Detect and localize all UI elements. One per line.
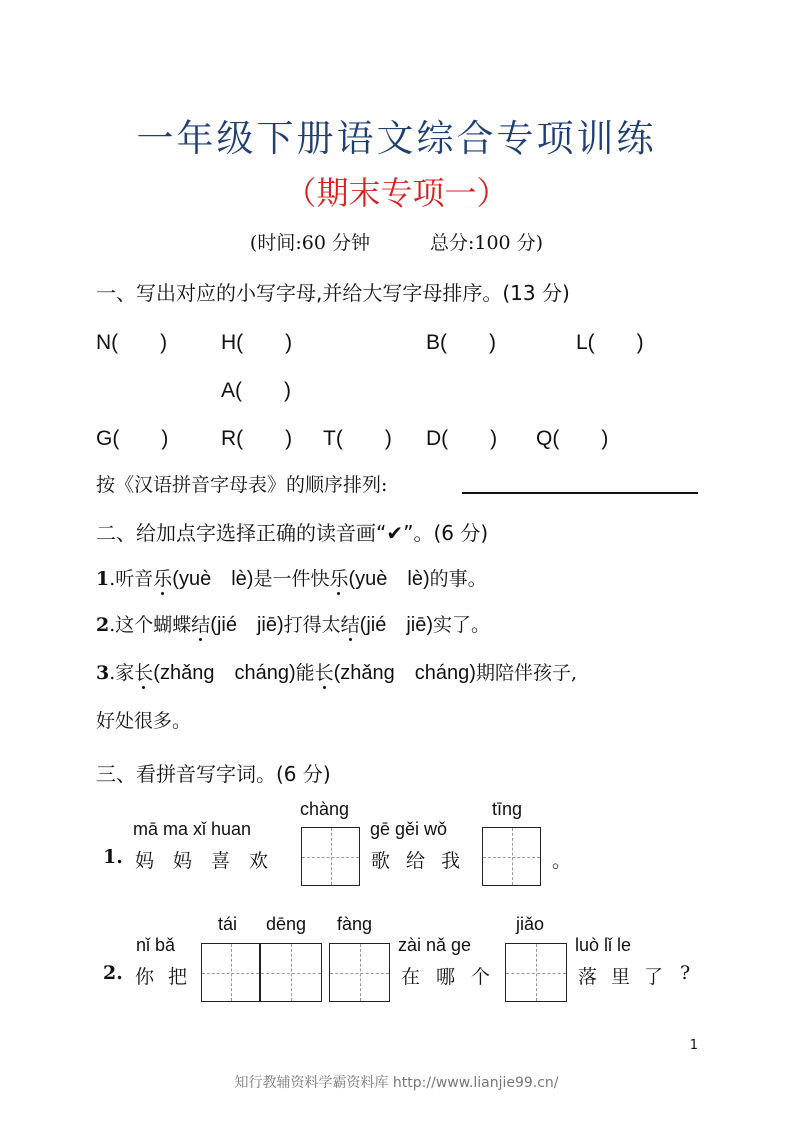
letter-item: A( ) xyxy=(221,379,291,402)
pinyin-text: tīng xyxy=(492,799,523,819)
letter-item: Q( ) xyxy=(536,427,609,450)
writing-box[interactable] xyxy=(505,943,567,1002)
dotted-char: 乐 xyxy=(329,568,349,590)
pinyin-choice[interactable]: (jié jiē) xyxy=(359,614,434,636)
pinyin-text: luò lǐ le xyxy=(575,935,632,955)
dotted-char: 结 xyxy=(191,614,211,636)
page-subtitle: （期末专项一） xyxy=(284,174,509,212)
pinyin-choice[interactable]: (zhǎng cháng) xyxy=(333,662,476,684)
question-text: 是一件快 xyxy=(253,568,330,590)
question-text: 的事。 xyxy=(429,568,487,590)
section2-heading: 二、给加点字选择正确的读音画“✔”。(6 分) xyxy=(96,521,489,545)
pinyin-choice[interactable]: (jié jiē) xyxy=(210,614,284,636)
question-number: 2 xyxy=(96,614,110,636)
pinyin-text: jiǎo xyxy=(516,914,545,934)
question-2 xyxy=(96,608,490,637)
answer-blank-line[interactable] xyxy=(462,492,698,494)
letter-item: N( ) xyxy=(96,331,168,354)
question-3 xyxy=(96,656,577,685)
pinyin-text: tái xyxy=(218,914,238,934)
question-text: 能 xyxy=(295,662,315,684)
pinyin-text: mā ma xǐ huan xyxy=(133,819,252,839)
question-text: 实了。 xyxy=(433,614,491,636)
letter-item: H( ) xyxy=(221,331,293,354)
hanzi-text: 落里了 xyxy=(578,966,678,988)
dotted-char: 结 xyxy=(340,614,360,636)
question-1 xyxy=(96,562,487,591)
pinyin-text: dēng xyxy=(266,914,307,934)
footer-watermark: 知行教辅资料学霸资料库 http://www.lianjie99.cn/ xyxy=(234,1075,559,1091)
writing-box[interactable] xyxy=(260,943,322,1002)
letter-item: B( ) xyxy=(426,331,496,354)
hanzi-text: 在哪个 xyxy=(401,966,507,988)
question-number: 1 xyxy=(96,568,110,590)
question-text: .家 xyxy=(109,662,135,684)
hanzi-text: 妈妈喜欢 xyxy=(135,850,288,872)
writing-box[interactable] xyxy=(201,943,260,1002)
dotted-char: 长 xyxy=(134,662,154,684)
letter-item: D( ) xyxy=(426,427,498,450)
pinyin-choice[interactable]: (yuè lè) xyxy=(348,568,430,590)
time-score-line xyxy=(0,228,793,255)
page-number: 1 xyxy=(689,1038,698,1053)
question-text: 期陪伴孩子, xyxy=(475,662,577,684)
dotted-char: 长 xyxy=(314,662,334,684)
time-limit: (时间:60 分钟 xyxy=(249,232,370,254)
dotted-char: 乐 xyxy=(153,568,173,590)
question-text: .听音 xyxy=(109,568,154,590)
order-prompt: 按《汉语拼音字母表》的顺序排列: xyxy=(96,474,388,496)
section1-heading: 一、写出对应的小写字母,并给大写字母排序。(13 分) xyxy=(96,281,570,305)
question-text: 打得太 xyxy=(283,614,341,636)
total-score: 总分:100 分) xyxy=(429,232,544,254)
pinyin-text: nǐ bǎ xyxy=(136,935,176,955)
question-3-continued: 好处很多。 xyxy=(96,710,192,732)
section3-heading: 三、看拼音写字词。(6 分) xyxy=(96,762,331,786)
row-number: 1. xyxy=(103,846,123,868)
row-number: 2. xyxy=(103,962,123,984)
hanzi-text: 你把 xyxy=(135,966,202,988)
pinyin-choice[interactable]: (yuè lè) xyxy=(172,568,254,590)
pinyin-text: fàng xyxy=(337,914,373,934)
page-title: 一年级下册语文综合专项训练 xyxy=(136,117,657,160)
letter-item: G( ) xyxy=(96,427,169,450)
pinyin-text: chàng xyxy=(300,799,350,819)
writing-box[interactable] xyxy=(301,827,360,886)
pinyin-text: zài nǎ ge xyxy=(398,935,472,955)
writing-box[interactable] xyxy=(329,943,390,1002)
pinyin-choice[interactable]: (zhǎng cháng) xyxy=(153,662,296,684)
letter-item: R( ) xyxy=(221,427,293,450)
question-number: 3 xyxy=(96,662,110,684)
pinyin-text: gē gěi wǒ xyxy=(370,819,448,839)
hanzi-text: 歌给我 xyxy=(371,850,477,872)
hanzi-text: 。 xyxy=(552,850,582,872)
letter-item: L( ) xyxy=(576,331,644,354)
question-text: .这个蝴蝶 xyxy=(109,614,192,636)
letter-item: T( ) xyxy=(323,427,392,450)
writing-box[interactable] xyxy=(482,827,541,886)
hanzi-text: ? xyxy=(680,962,701,984)
